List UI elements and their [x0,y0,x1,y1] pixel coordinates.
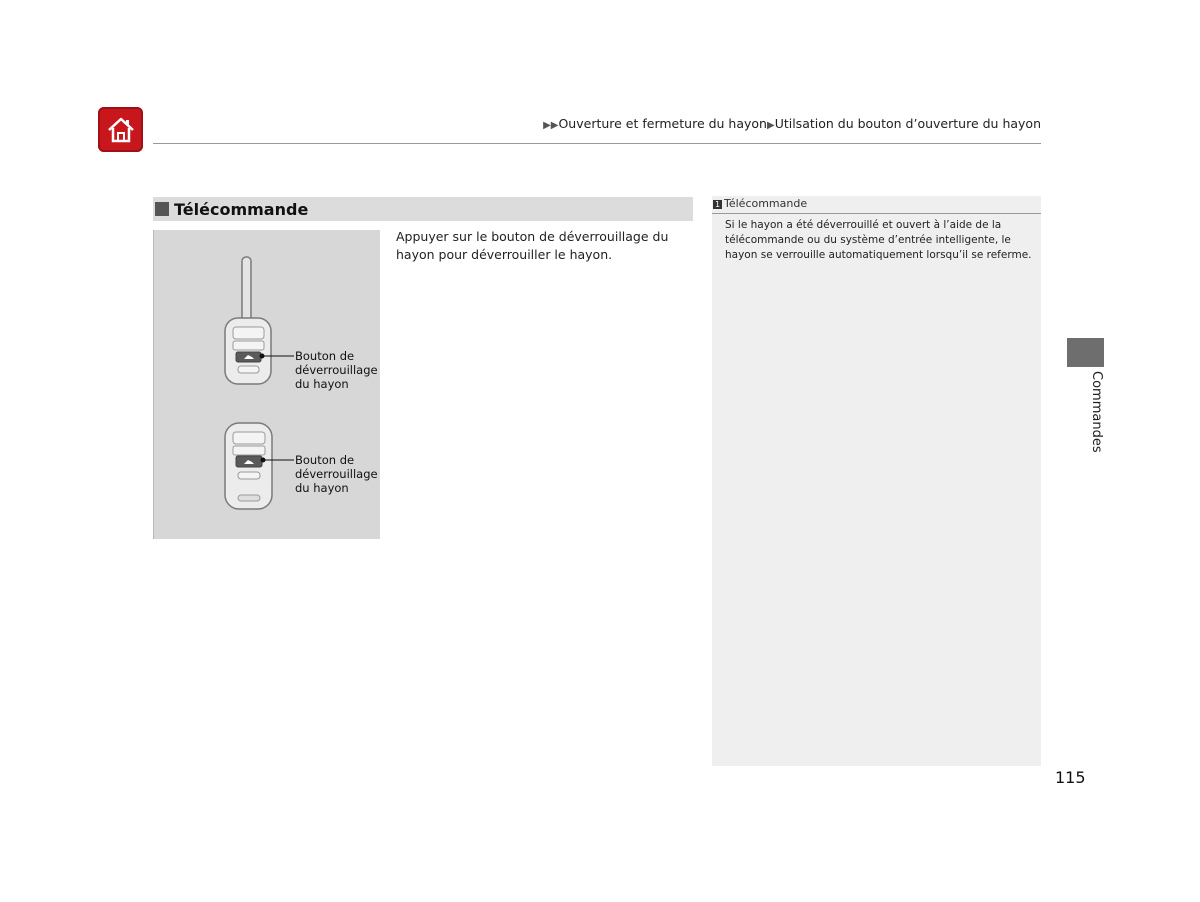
callout-bottom [295,453,378,495]
callout-line: déverrouillage [295,467,378,481]
breadcrumb-arrow-icon: ▶▶ [543,120,559,131]
breadcrumb-arrow-icon: ▶ [766,120,775,131]
callout-top [295,349,378,391]
section-title: Télécommande [174,199,309,219]
chapter-tab-marker[interactable] [1067,338,1104,367]
breadcrumb [543,116,1041,131]
sidebar-title: Télécommande [724,197,808,210]
home-icon [105,114,137,146]
sidebar-heading [712,196,1041,214]
breadcrumb-link-2[interactable]: Utilsation du bouton d’ouverture du hayon [774,116,1041,131]
callout-line: Bouton de [295,349,355,363]
section-square-icon [155,202,169,216]
reference-mark-icon: 1 [714,199,721,209]
header-divider [153,143,1041,144]
smart-key-fob [225,423,294,509]
remote-illustration [153,230,380,539]
callout-line: du hayon [295,377,349,391]
callout-line: déverrouillage [295,363,378,377]
chapter-tab-label: Commandes [1089,371,1104,453]
sidebar-text: Si le hayon a été déverrouillé et ouvert à l’aide de la télécommande ou du système d’entrée intelligente, le hayon se verrouille automatiquement lorsqu’il se referme. [725,219,1032,261]
page-number: 115 [1055,768,1086,787]
retractable-key-fob [225,257,294,384]
section-heading [153,197,693,221]
body-paragraph: Appuyer sur le bouton de déverrouillage du hayon pour déverrouiller le hayon. [396,229,669,262]
callout-line: Bouton de [295,453,355,467]
info-sidebar [712,196,1041,766]
home-button[interactable] [98,107,143,152]
breadcrumb-link-1[interactable]: Ouverture et fermeture du hayon [558,116,767,131]
callout-line: du hayon [295,481,349,495]
